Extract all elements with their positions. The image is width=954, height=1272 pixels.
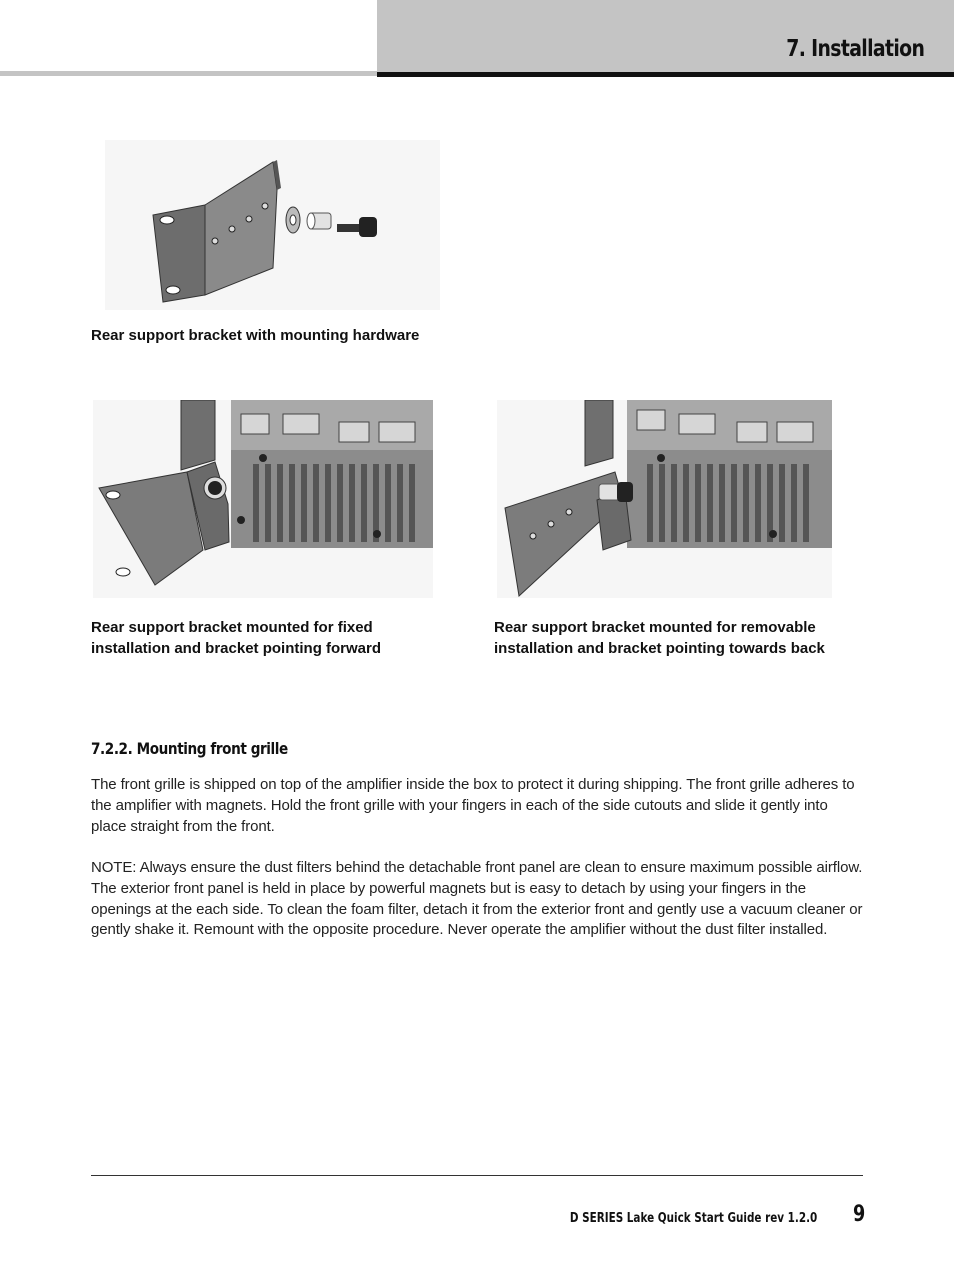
header-rule-right xyxy=(377,72,954,77)
bracket-fixed-illustration xyxy=(93,400,433,598)
footer-guide-title: D SERIES Lake Quick Start Guide rev 1.2.0 xyxy=(569,1211,817,1226)
figure-bracket-removable xyxy=(497,400,832,598)
body-paragraph-2: NOTE: Always ensure the dust filters behind the detachable front panel are clean to ensure maximum possible airflow. The exterior front panel is held in place by powerful magnets but is easy to detach by using your fingers in the openings at the each side. To clean the foam filter, detach it from the exterior front and gently use a vacuum cleaner or gently shake it. Remount with the opposite procedure. Never operate the amplifier without the dust filter installed. xyxy=(91,859,863,939)
figure-caption-3 xyxy=(494,617,825,659)
caption-line: Rear support bracket mounted for removable xyxy=(494,619,816,636)
caption-line: installation and bracket pointing forward xyxy=(91,640,382,657)
bracket-hardware-illustration xyxy=(105,140,440,310)
section-heading: 7.2.2. Mounting front grille xyxy=(91,739,288,758)
figure-caption-2 xyxy=(91,617,381,659)
caption-line: Rear support bracket mounted for fixed xyxy=(91,619,373,636)
figure-bracket-hardware xyxy=(105,140,440,310)
caption-line: Rear support bracket with mounting hardware xyxy=(91,327,420,344)
figure-caption-1 xyxy=(91,325,419,346)
body-paragraph-1: The front grille is shipped on top of the amplifier inside the box to protect it during shipping. The front grille adheres to the amplifier with magnets. Hold the front grille with your fingers in each of the side cutouts and slide it gently into place straight from the front. xyxy=(91,776,855,835)
caption-line: installation and bracket pointing towards back xyxy=(494,640,825,657)
figure-bracket-fixed xyxy=(93,400,433,598)
page-number: 9 xyxy=(853,1202,866,1227)
section-title: 7. Installation xyxy=(786,36,924,62)
header-rule-left xyxy=(0,71,377,76)
footer-rule xyxy=(91,1175,863,1176)
bracket-removable-illustration xyxy=(497,400,832,598)
